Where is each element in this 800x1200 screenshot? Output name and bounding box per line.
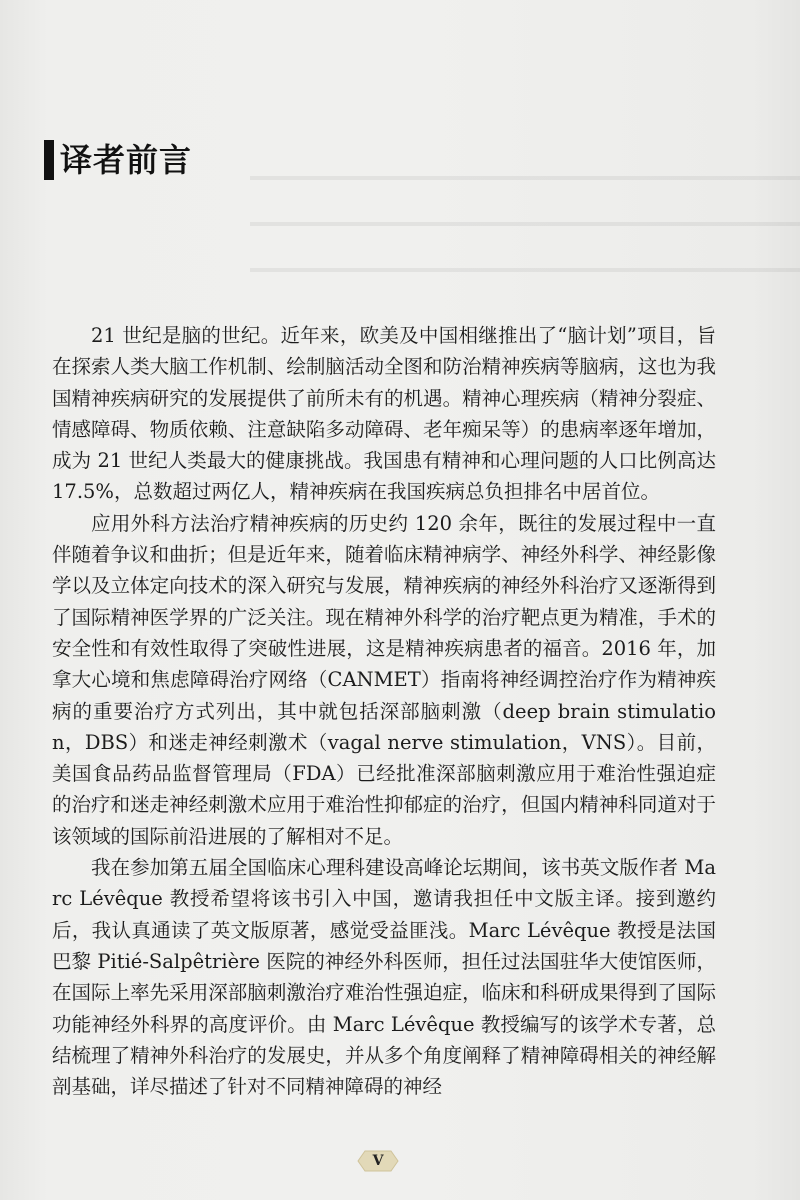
show-through-texture xyxy=(250,150,800,300)
page-number-label: V xyxy=(372,1153,384,1169)
body-text xyxy=(52,320,716,1102)
paragraph-2: 应用外科方法治疗精神疾病的历史约 120 余年，既往的发展过程中一直伴随着争议和曲折；但是近年来，随着临床精神病学、神经外科学、神经影像学以及立体定向技术的深入研究与发展，精神疾病的神经外科治疗又逐渐得到了国际精神医学界的广泛关注。现在精神外科学的治疗靶点更为精准，手术的安全性和有效性取得了突破性进展，这是精神疾病患者的福音。2016 年，加拿大心境和焦虑障碍治疗网络（CANMET）指南将神经调控治疗作为精神疾病的重要治疗方式列出，其中就包括深部脑刺激（deep brain stimulation，DBS）和迷走神经刺激术（vagal nerve stimulation，VNS）。目前，美国食品药品监督管理局（FDA）已经批准深部脑刺激应用于难治性强迫症的治疗和迷走神经刺激术应用于难治性抑郁症的治疗，但国内精神科同道对于该领域的国际前沿进展的了解相对不足。 xyxy=(52,511,716,848)
header-bar-mark xyxy=(44,140,54,180)
page-number xyxy=(357,1150,399,1172)
paragraph-3: 我在参加第五届全国临床心理科建设高峰论坛期间，该书英文版作者 Marc Lévêque 教授希望将该书引入中国，邀请我担任中文版主译。接到邀约后，我认真通读了英文版原著，感觉受益匪浅。Marc Lévêque 教授是法国巴黎 Pitié-Salpêtrière 医院的神经外科医师，担任过法国驻华大使馆医师，在国际上率先采用深部脑刺激治疗难治性强迫症，临床和科研成果得到了国际功能神经外科界的高度评价。由 Marc Lévêque 教授编写的该学术专著，总结梳理了精神外科治疗的发展史，并从多个角度阐释了精神障碍相关的神经解剖基础，详尽描述了针对不同精神障碍的神经 xyxy=(52,856,716,1099)
paragraph-1: 21 世纪是脑的世纪。近年来，欧美及中国相继推出了“脑计划”项目，旨在探索人类大脑工作机制、绘制脑活动全图和防治精神疾病等脑病，这也为我国精神疾病研究的发展提供了前所未有的机遇。精神心理疾病（精神分裂症、情感障碍、物质依赖、注意缺陷多动障碍、老年痴呆等）的患病率逐年增加，成为 21 世纪人类最大的健康挑战。我国患有精神和心理问题的人口比例高达 17.5%，总数超过两亿人，精神疾病在我国疾病总负担排名中居首位。 xyxy=(52,324,716,504)
chapter-title: 译者前言 xyxy=(60,141,193,179)
chapter-header xyxy=(44,138,192,182)
